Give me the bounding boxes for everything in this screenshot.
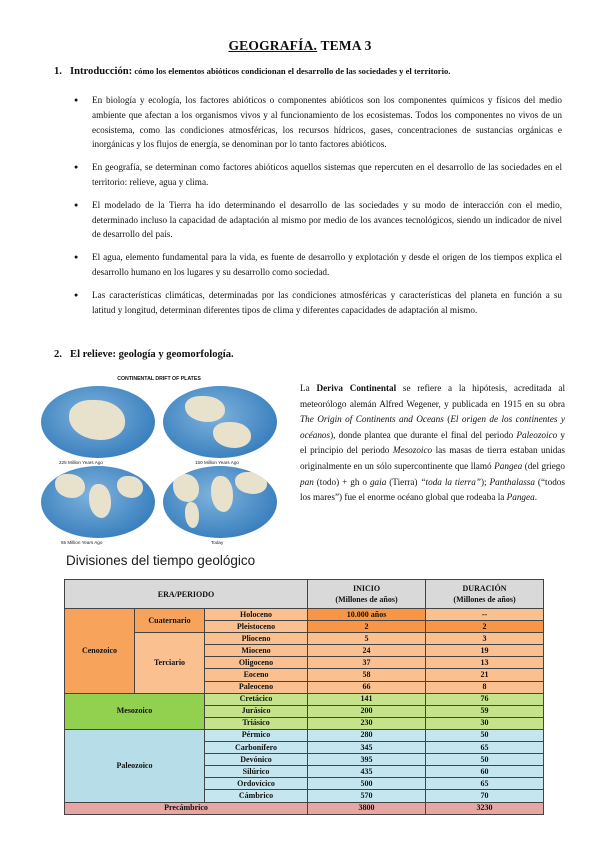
continental-drift-map xyxy=(35,374,283,546)
list-item: ● En geografía, se determinan como factores abióticos aquellos sistemas que repercuten en el desarrollo de las sociedades en el territorio: relieve, agua y clima. xyxy=(92,160,562,190)
header-inicio: INICIO (Millones de años) xyxy=(308,580,426,609)
globe-today xyxy=(163,466,277,538)
deriva-continental-paragraph: La Deriva Continental se refiere a la hipótesis, acreditada al meteorólogo alemán Alfred Wegener, y publicada en 1915 en su obra The Origin of Continents and Oceans (El origen de los continentes y océanos), donde plantea que durante el final del periodo Paleozoico y el principio del periodo Mesozoico las masas de tierra estaban unidas originalmente en un sólo supercontinente que llamó Pangea (del griego pan (todo) + gh o gaia (Tierra) “toda la tierra”); Panthalassa (“todos los mares”) fue el enorme océano global que rodeaba la Pangea. xyxy=(300,383,566,503)
globe-150-ma xyxy=(163,386,277,458)
list-item: ● Las características climáticas, determinadas por las condiciones atmosféricas y características del planeta en función a su latitud y longitud, determinan diferentes tipos de clima y diferentes capacidades de adaptación al mismo. xyxy=(92,288,562,318)
table-row: Mioceno 24 19 xyxy=(65,645,544,657)
period-cuaternario: Cuaternario xyxy=(135,609,205,633)
geologic-time-table xyxy=(64,579,544,815)
map-label: 65 Million Years Ago xyxy=(61,540,103,545)
table-row: Paleoceno 66 8 xyxy=(65,681,544,693)
list-item: ● El agua, elemento fundamental para la vida, es fuente de desarrollo y explotación y desde el origen de los tiempos explica el desarrollo humano en los lugares y su desarrollo como sociedad. xyxy=(92,250,562,280)
list-item: ● En biología y ecología, los factores abióticos o componentes abióticos son los componentes químicos y físicos del medio ambiente que afectan a los organismos vivos y al funcionamiento de los ecosistemas. Todos los componentes no vivos de un ecosistema, como las condiciones atmosféricas, los recursos hídricos, gases, concentraciones de sustancias orgánicas e inorgánicas y los flujos de energía, se denominan por lo tanto factores abióticos. xyxy=(92,93,562,152)
table-row: Eoceno 58 21 xyxy=(65,669,544,681)
map-title: CONTINENTAL DRIFT OF PLATES xyxy=(117,376,201,382)
table-row: Devónico 395 50 xyxy=(65,754,544,766)
table-row: Carbonífero 345 65 xyxy=(65,742,544,754)
table-row: Ordovícico 500 65 xyxy=(65,778,544,790)
header-duracion: DURACIÓN (Millones de años) xyxy=(426,580,544,609)
bullet-list xyxy=(92,93,562,325)
table-row-precambrico: Precámbrico 3800 3230 xyxy=(65,802,544,814)
section-2-heading: 2. El relieve: geología y geomorfología. xyxy=(54,349,234,360)
table-title: Divisiones del tiempo geológico xyxy=(66,553,256,568)
table-row: Cámbrico 570 70 xyxy=(65,790,544,802)
map-label: 150 Million Years Ago xyxy=(195,460,239,465)
section-1-heading: 1. Introducción: cómo los elementos abióticos condicionan el desarrollo de las sociedades y el territorio. xyxy=(54,66,451,77)
era-paleozoico: Paleozoico xyxy=(65,729,205,802)
era-mesozoico: Mesozoico xyxy=(65,693,205,729)
period-terciario: Terciario xyxy=(135,633,205,693)
table-row: Silúrico 435 60 xyxy=(65,766,544,778)
table-row: Jurásico 200 59 xyxy=(65,705,544,717)
globe-225-ma xyxy=(41,386,155,458)
header-era: ERA/PERIODO xyxy=(65,580,308,609)
table-row: Cenozoico Cuaternario Holoceno 10.000 años -- xyxy=(65,609,544,621)
table-row: Terciario Plioceno 5 3 xyxy=(65,633,544,645)
page-title: GEOGRAFÍA. TEMA 3 xyxy=(228,38,372,53)
table-row: Oligoceno 37 13 xyxy=(65,657,544,669)
era-cenozoico: Cenozoico xyxy=(65,609,135,694)
table-row: Triásico 230 30 xyxy=(65,717,544,729)
table-header-row xyxy=(65,580,544,609)
table-row: Pleistoceno 2 2 xyxy=(65,621,544,633)
map-label: 225 Million Years Ago xyxy=(59,460,103,465)
table-row: Paleozoico Pérmico 280 50 xyxy=(65,729,544,741)
globe-65-ma xyxy=(41,466,155,538)
map-label: Today xyxy=(211,540,224,545)
table-row: Mesozoico Cretácico 141 76 xyxy=(65,693,544,705)
list-item: ● El modelado de la Tierra ha ido determinando el desarrollo de las sociedades y su modo de interacción con el medio, determinado incluso la capacidad de adaptación al mismo por medio de los avances tecnológicos, siendo un indicador de nivel de desarrollo del país. xyxy=(92,198,562,242)
